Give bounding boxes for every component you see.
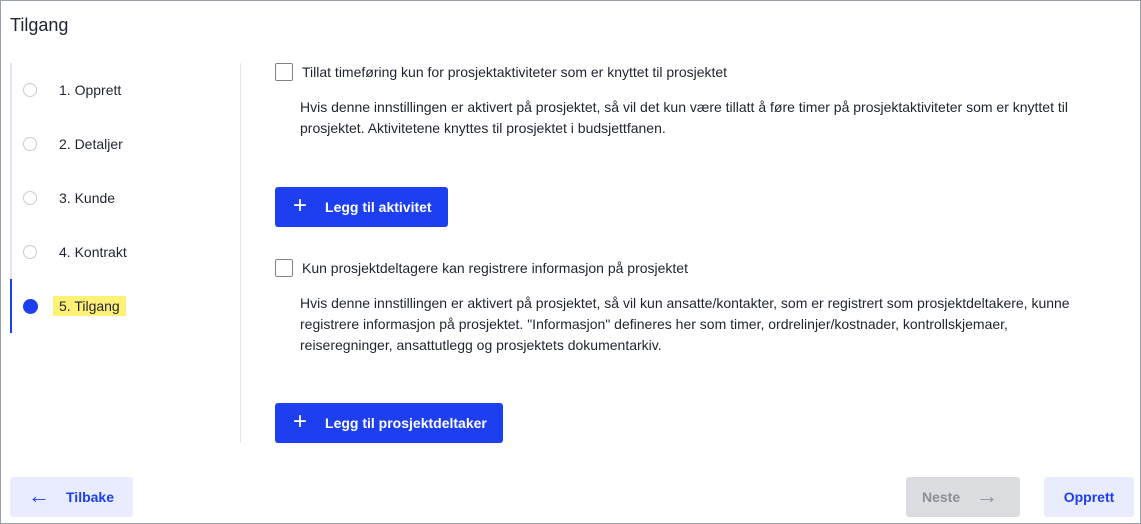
participant-restriction-checkbox[interactable] [275,259,293,277]
participant-restriction-description: Hvis denne innstillingen er aktivert på prosjektet, så vil kun ansatte/kontakter, som er registrert som prosjektdeltakere, kunne registrere informasjon på prosjektet. "Informasjon" defineres her som timer, ordrelinjer/kostnader, kontrollskjemaer, reiseregninger, ansattutlegg og prosjektets dokumentarkiv. [300,295,1070,353]
activity-restriction-label: Tillat timeføring kun for prosjektaktiviteter som er knyttet til prosjektet [302,64,728,80]
create-button[interactable] [1044,477,1134,517]
activity-restriction-checkbox[interactable] [275,63,293,81]
step-dot [23,83,37,97]
step-dot [23,191,37,205]
participant-restriction-checkbox-row[interactable] [275,259,688,277]
step-label: 3. Kunde [59,190,116,206]
add-activity-button[interactable] [275,187,448,227]
page-title: Tilgang [10,15,69,35]
content-divider [240,63,241,443]
step-dot [23,245,37,259]
step-kunde[interactable] [10,171,238,225]
add-participant-label: Legg til prosjektdeltaker [325,415,487,431]
back-button[interactable] [10,477,133,517]
add-activity-label: Legg til aktivitet [325,199,432,215]
activity-restriction-checkbox-row[interactable] [275,63,727,81]
step-detaljer[interactable] [10,117,238,171]
step-label: 1. Opprett [59,82,122,98]
step-label: 2. Detaljer [59,136,123,152]
arrow-left-icon: ← [28,482,50,508]
step-tilgang[interactable] [10,279,238,333]
next-button[interactable] [906,477,1020,517]
next-label: Neste [922,489,961,505]
step-label: 5. Tilgang [53,296,126,316]
back-label: Tilbake [66,489,114,505]
step-opprett[interactable] [10,63,238,117]
step-label: 4. Kontrakt [59,244,127,260]
add-participant-button[interactable] [275,403,503,443]
participant-restriction-label: Kun prosjektdeltagere kan registrere informasjon på prosjektet [302,260,688,276]
create-label: Opprett [1063,489,1115,505]
plus-icon: + [293,408,308,435]
step-dot [23,137,37,151]
step-kontrakt[interactable] [10,225,238,279]
activity-restriction-description: Hvis denne innstillingen er aktivert på prosjektet, så vil det kun være tillatt å føre timer på prosjektaktiviteter som er knyttet til prosjektet. Aktivitetene knyttes til prosjektet i budsjettfanen. [300,99,1068,136]
arrow-right-icon: → [976,482,999,508]
plus-icon: + [293,192,308,219]
step-dot-active [23,299,38,314]
